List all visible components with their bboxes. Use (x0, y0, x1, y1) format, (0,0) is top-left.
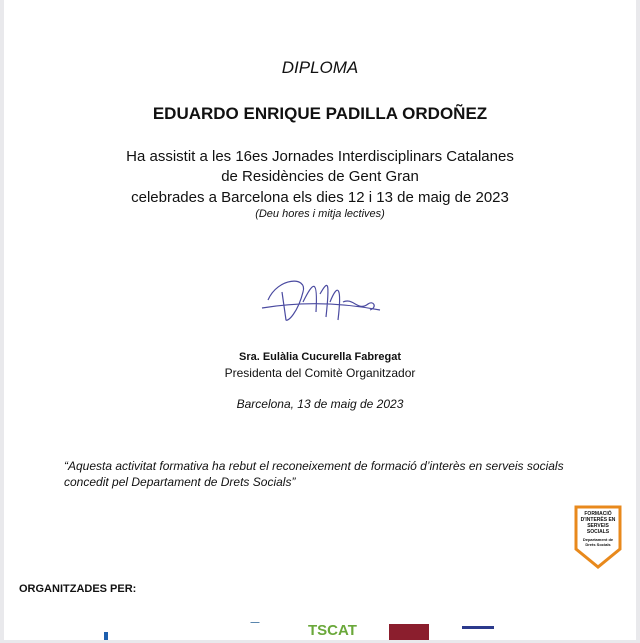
hours: (Deu hores i mitja lectives) (255, 208, 385, 220)
line-1: Ha assistit a les 16es Jornades Interdisciplinars Catalanes (126, 148, 514, 165)
organizer-logo-1 (104, 632, 184, 640)
organizers-label: ORGANITZADES PER: (19, 583, 137, 595)
organizer-logo-4 (389, 624, 429, 640)
line-2: de Residències de Gent Gran (221, 168, 419, 185)
tscat-text: TSCAT (308, 622, 357, 639)
organizer-logo-col-legi: ▬▬▬ (250, 620, 260, 624)
quote-line-2: concedit pel Departament de Drets Socials” (64, 475, 296, 489)
signatory-name: Sra. Eulàlia Cucurella Fabregat (238, 351, 401, 363)
badge-title: FORMACIÓ D'INTERÈS EN SERVEIS SOCIALS (580, 511, 616, 535)
signatory-role: Presidenta del Comitè Organitzador (224, 366, 416, 380)
line-3: celebrades a Barcelona els dies 12 i 13 de maig de 2023 (131, 189, 509, 206)
quote-line-1: “Aquesta activitat formativa ha rebut el reconeixement de formació d’interès en serveis socials (64, 459, 564, 473)
place-date: Barcelona, 13 de maig de 2023 (236, 397, 404, 411)
organizer-logo-tscat (308, 622, 357, 639)
diploma-title: DIPLOMA (281, 58, 359, 77)
signature (258, 272, 384, 328)
organizer-logo-5 (462, 626, 494, 643)
badge-subtitle: Departament de Drets Socials (582, 537, 614, 547)
recipient-name: EDUARDO ENRIQUE PADILLA ORDOÑEZ (152, 104, 488, 123)
recognition-quote (64, 458, 584, 490)
